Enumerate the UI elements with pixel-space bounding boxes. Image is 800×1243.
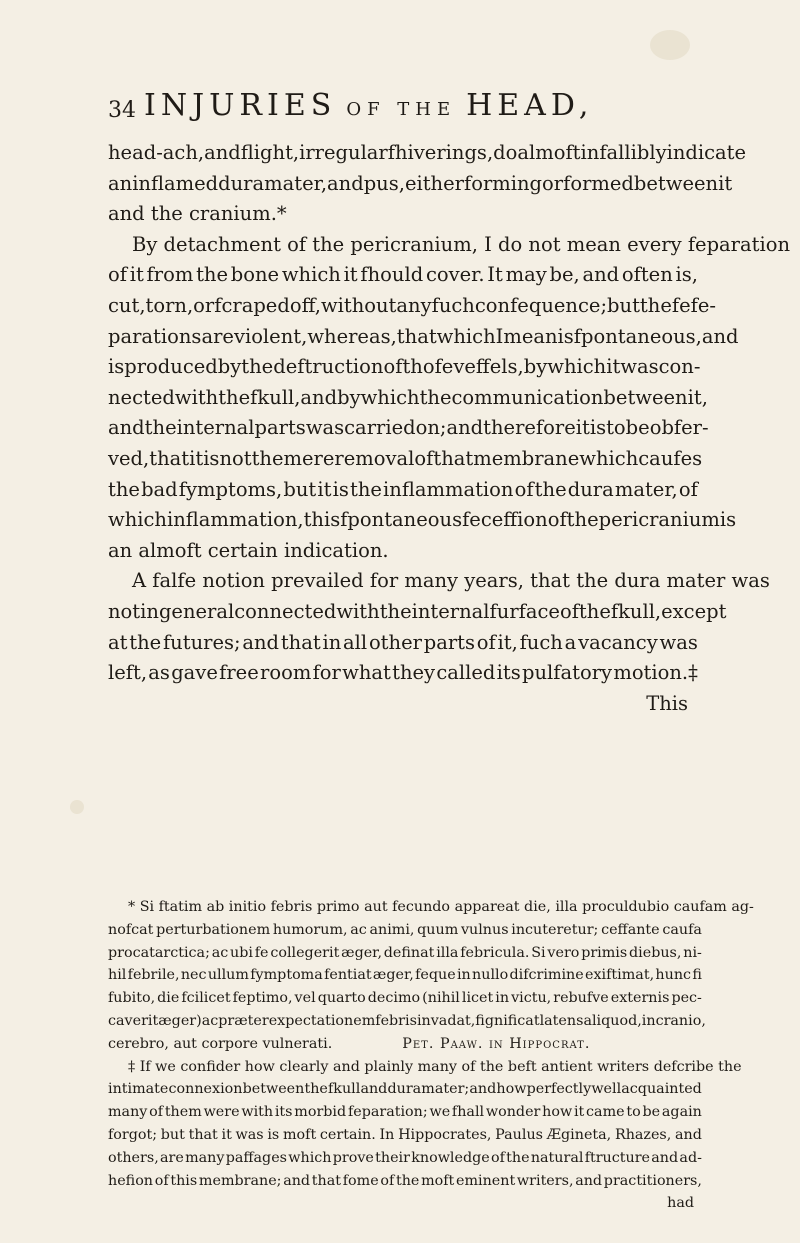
- footnote-line: caverit æger) ac præter expectationem febris invadat, fignificat latens aliquod, in cranio,: [108, 1012, 706, 1029]
- footnote-line: intimate connexion between the fkull and dura mater; and how perfectly well acquainted: [108, 1081, 702, 1098]
- footnote-line: cerebro, aut corpore vulnerati. Pet. Paaw. in Hippocrat.: [108, 1033, 702, 1056]
- body-line: parations are violent, whereas, that which I mean is fpontaneous, and: [108, 324, 739, 348]
- running-title: INJURIES OF THE HEAD,: [144, 88, 594, 123]
- footnote-line: procatarctica; ac ubi fe collegerit æger, definat illa febricula. Si vero primis diebus, ni-: [108, 944, 702, 961]
- body-line: cut, torn, or fcraped off, without any fuch confequence; but thefe fe-: [108, 293, 716, 317]
- body-line: an almoft certain indication.: [108, 538, 389, 562]
- footnote-line: forgot; but that it was is moft certain. In Hippocrates, Paulus Ægineta, Rhazes, and: [108, 1126, 702, 1143]
- body-line: and the internal parts was carried on; and therefore it is to be obfer-: [108, 416, 709, 440]
- body-line: head-ach, and flight, irregular fhiverings, do almoft infallibly indicate: [108, 141, 747, 164]
- footnote-line: many of them were with its morbid feparation; we fhall wonder how it came to be again: [108, 1104, 702, 1121]
- body-line: left, as gave free room for what they called its pulfatory motion.‡: [108, 661, 698, 685]
- body-line: the bad fymptoms, but it is the inflammation of the dura mater, of: [108, 477, 698, 501]
- citation: Pet. Paaw. in Hippocrat.: [402, 1035, 591, 1052]
- body-line: is produced by the deftruction of thofe veffels, by which it was con-: [108, 355, 701, 379]
- paper-stain: [650, 30, 690, 60]
- body-line: nected with the fkull, and by which the communication between it,: [108, 385, 708, 409]
- body-line: at the futures; and that in all other parts of it, fuch a vacancy was: [108, 630, 698, 654]
- running-header: [108, 88, 708, 128]
- footnote-line: fubito, die fcilicet feptimo, vel quarto decimo (nihil licet in victu, rebufve externis pec-: [108, 990, 702, 1007]
- footnote-line: ‡ If we confider how clearly and plainly many of the beft antient writers defcribe the: [128, 1058, 742, 1075]
- footnote-line: hil febrile, nec ullum fymptoma fentiat æger, feque in nullo difcrimine exiftimat, hunc fi: [108, 967, 702, 984]
- body-line: an inflamed dura mater, and pus, either forming or formed between it: [108, 171, 733, 195]
- footnote-line: nofcat perturbationem humorum, ac animi, quum vulnus incuteretur; ceffante caufa: [108, 921, 702, 938]
- page-number: 34: [108, 98, 136, 123]
- footnote-line: * Si ftatim ab initio febris primo aut fecundo appareat die, illa proculdubio caufam ag-: [128, 899, 754, 915]
- body-line: and the cranium.*: [108, 202, 287, 226]
- body-line: which inflammation, this fpontaneous feceffion of the pericranium is: [108, 508, 737, 532]
- body-line: ved, that it is not the mere removal of that membrane which caufes: [108, 446, 703, 470]
- footnote-line: others, are many paffages which prove their knowledge of the natural ftructure and ad-: [108, 1149, 702, 1166]
- footnote-line: had: [667, 1195, 694, 1212]
- footnotes: [108, 896, 754, 1215]
- body-line: of it from the bone which it fhould cover. It may be, and often is,: [108, 263, 698, 287]
- body-line: By detachment of the pericranium, I do not mean every feparation: [132, 232, 791, 256]
- paper-stain: [70, 800, 84, 814]
- body-line: not in general connected with the internal furface of the fkull, except: [108, 599, 727, 623]
- footnote-line: hefion of this membrane; and that fome of the moft eminent writers, and practitioners,: [108, 1172, 702, 1189]
- body-line: This: [646, 691, 688, 715]
- main-text: [108, 138, 791, 719]
- body-line: A falfe notion prevailed for many years, that the dura mater was: [132, 569, 770, 593]
